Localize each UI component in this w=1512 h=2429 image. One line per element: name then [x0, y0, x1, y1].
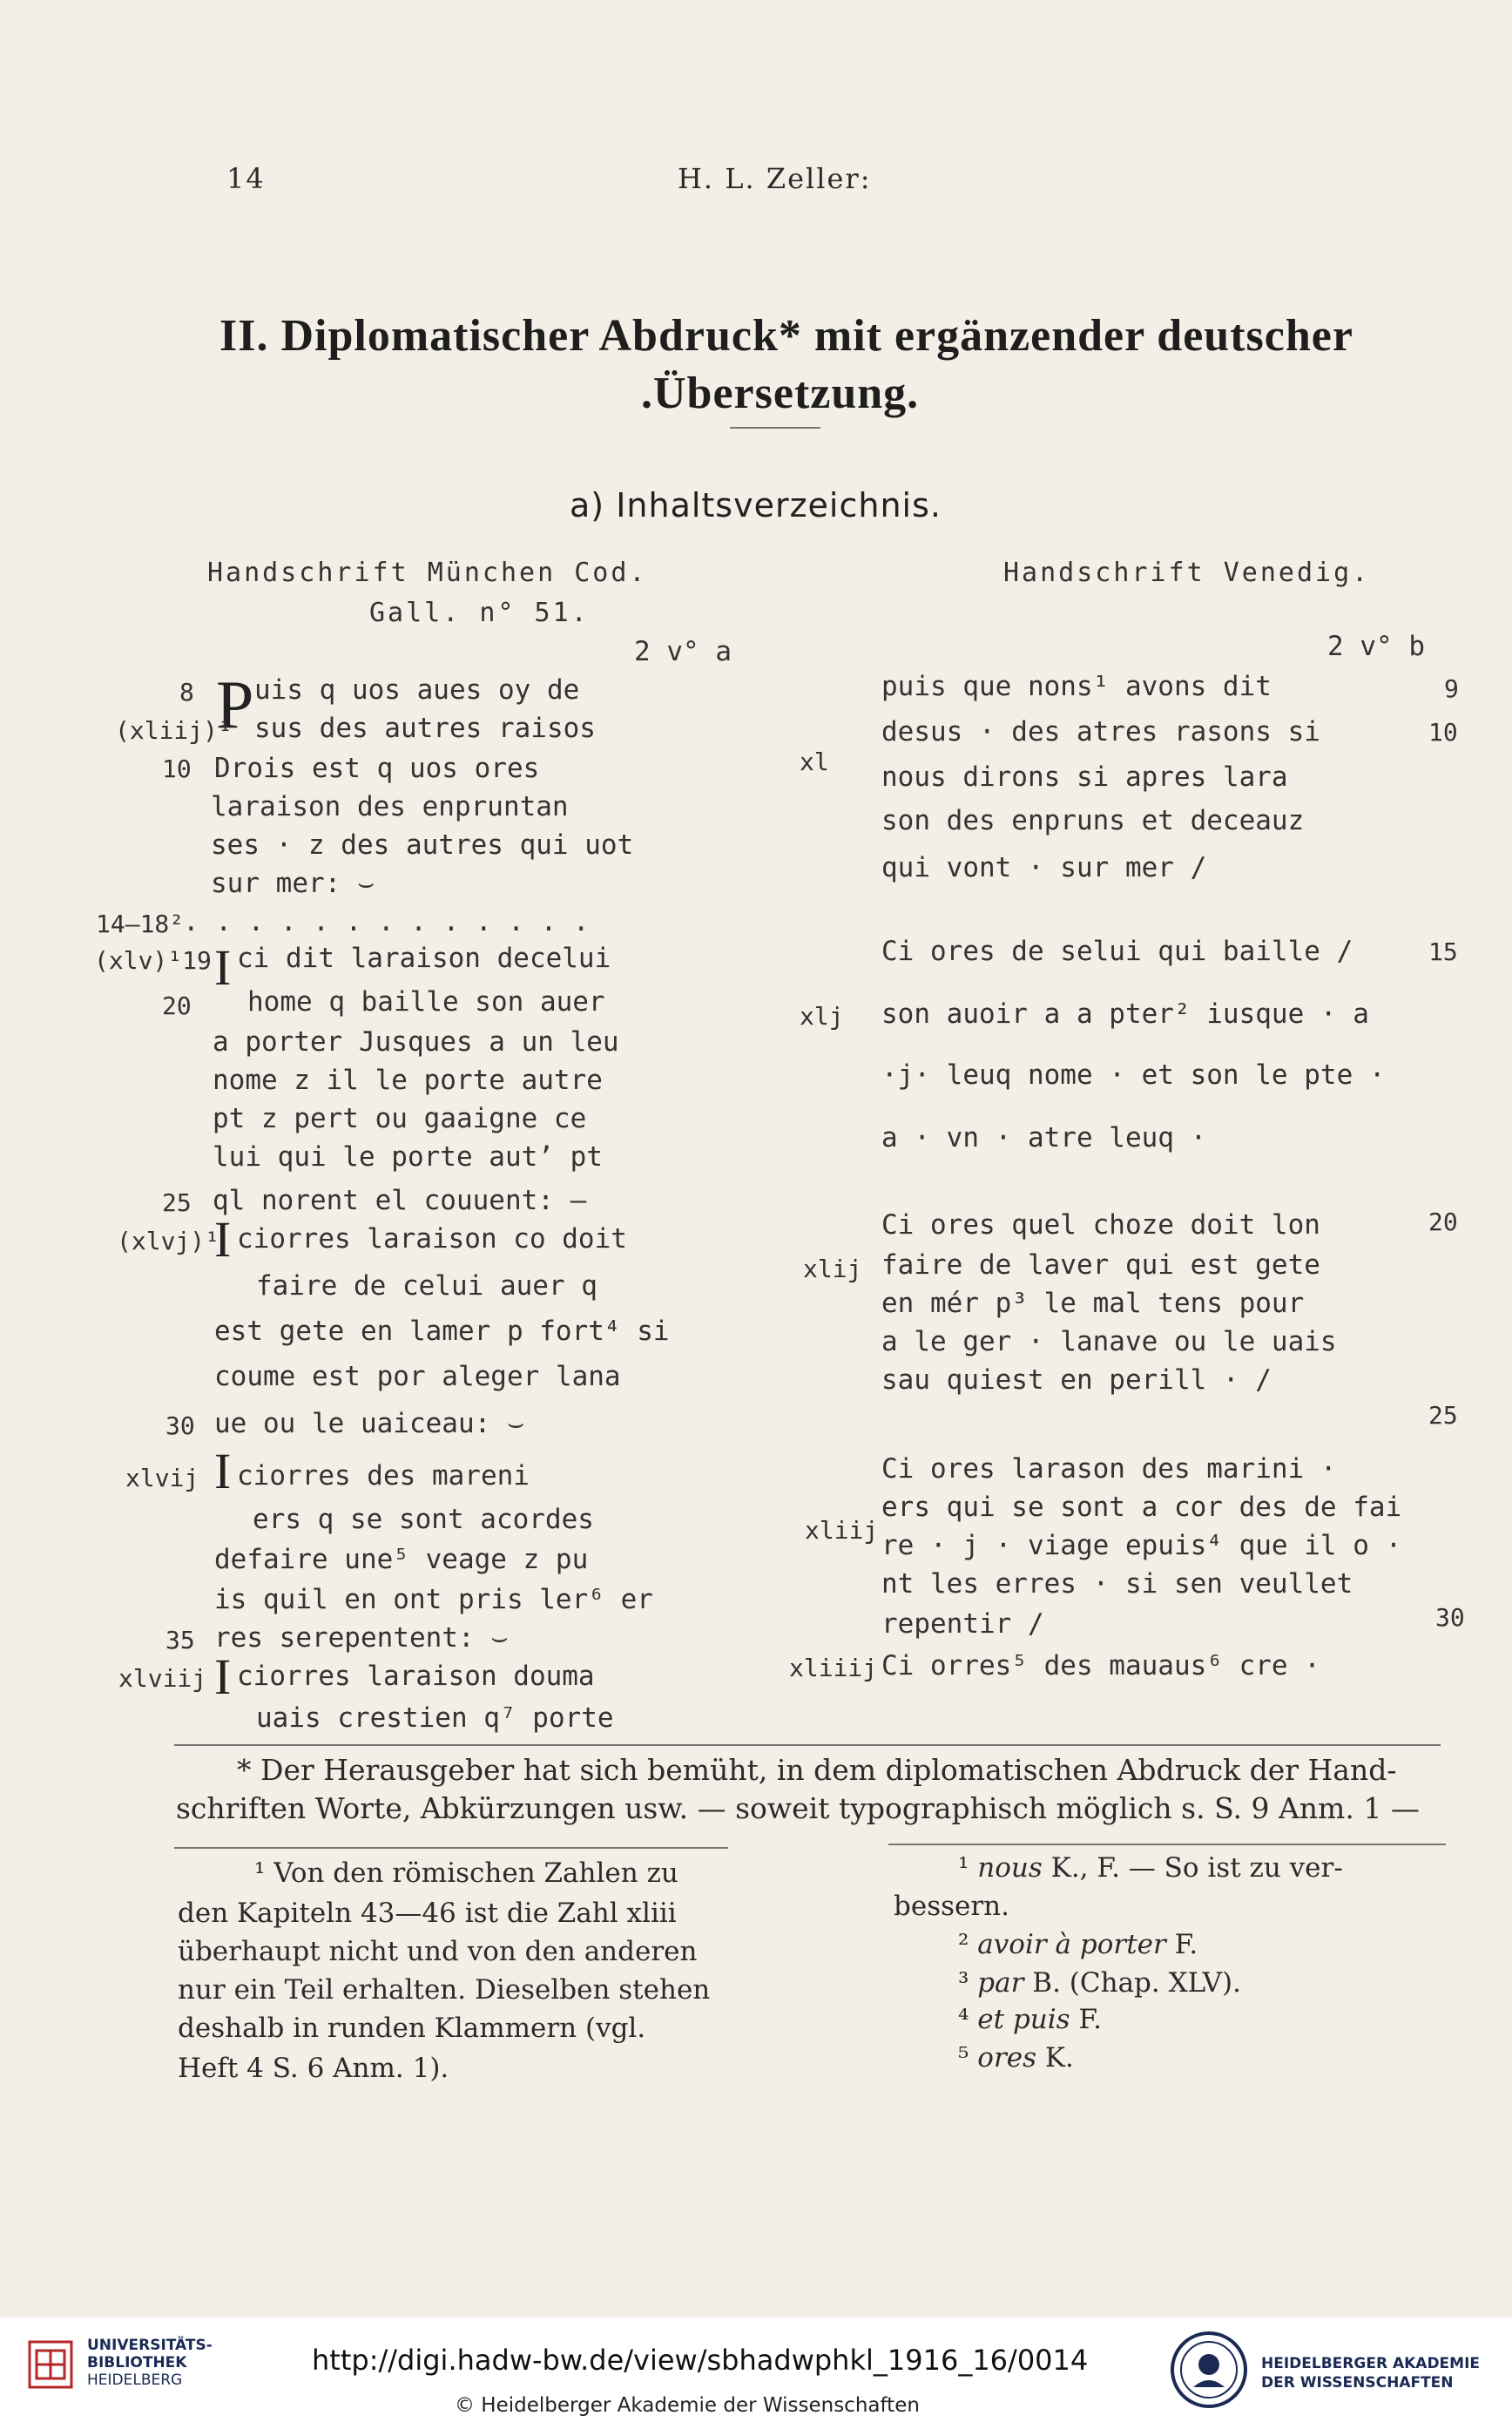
venice-line: a le ger · lanave ou le uais [881, 1326, 1337, 1357]
munich-line: sus des autres raisos [254, 713, 596, 744]
line-number: 30 [1435, 1603, 1465, 1632]
munich-line: ciorres laraison douma [237, 1661, 595, 1692]
munich-line: ql norent el couuent: — [213, 1185, 587, 1216]
munich-line: res serepentent: ⌣ [214, 1622, 509, 1654]
ellipsis-line: . . . . . . . . . . . . . [183, 906, 590, 937]
line-number: 15 [1428, 937, 1458, 966]
venice-line: qui vont · sur mer / [881, 852, 1207, 883]
footnote-left-line: überhaupt nicht und von den anderen [178, 1936, 698, 1967]
academy-seal-icon [1169, 2330, 1249, 2410]
section-title-line1: II. Diplomatischer Abdruck* mit ergänzender deutscher [219, 311, 1353, 361]
munich-line: home q baille son auer [247, 986, 605, 1018]
footnote-rule [174, 1744, 1441, 1746]
munich-line: est gete en lamer p fort⁴ si [214, 1316, 670, 1347]
venice-line: nous dirons si apres lara [881, 761, 1288, 793]
initial-letter: I [214, 1443, 232, 1499]
footnote-right-line: ² avoir à porter F. [958, 1929, 1198, 1960]
line-number: 35 [165, 1626, 195, 1654]
venice-line: ·j· leuq nome · et son le pte · [881, 1059, 1386, 1091]
footnote-right-line: ¹ nous K., F. — So ist zu ver- [958, 1852, 1343, 1884]
venice-line: son auoir a a pter² iusque · a [881, 998, 1369, 1030]
initial-letter: I [214, 1648, 232, 1705]
munich-line: defaire une⁵ veage z pu [214, 1544, 589, 1575]
line-number: (xliij)¹ [115, 716, 233, 745]
initial-letter: I [214, 939, 232, 996]
title-rule [730, 427, 820, 429]
university-library-logo-icon [24, 2338, 77, 2391]
footnote-left-line: deshalb in runden Klammern (vgl. [178, 2013, 646, 2044]
munich-line: pt z pert ou gaaigne ce [213, 1103, 587, 1134]
munich-line: ses · z des autres qui uot [211, 829, 634, 861]
munich-line: ciorres laraison co doit [237, 1223, 627, 1255]
footnote-left-line: den Kapiteln 43—46 ist die Zahl xliii [178, 1898, 677, 1929]
line-number: xlvij [125, 1464, 199, 1492]
footnote-left-line: nur ein Teil erhalten. Dieselben stehen [178, 1974, 711, 2006]
editor-note-line1: * Der Herausgeber hat sich bemüht, in dem diplomatischen Abdruck der Hand- [237, 1753, 1397, 1787]
venice-line: ers qui se sont a cor des de fai [881, 1492, 1402, 1523]
chapter-number: xliij [805, 1516, 879, 1545]
venice-line: nt les erres · si sen veullet [881, 1568, 1353, 1600]
venice-line: a · vn · atre leuq · [881, 1122, 1207, 1154]
venice-line: Ci ores larason des marini · [881, 1453, 1337, 1485]
right-folio: 2 v° b [1327, 631, 1425, 662]
university-library-name: UNIVERSITÄTS- BIBLIOTHEK HEIDELBERG [87, 2337, 213, 2389]
footnote-right-line: bessern. [894, 1891, 1009, 1922]
munich-line: uis q uos aues oy de [254, 674, 580, 706]
line-number: (xlvj)¹ [117, 1227, 220, 1255]
footnote-right-line: ⁴ et puis F. [958, 2004, 1102, 2035]
munich-line: a porter Jusques a un leu [213, 1026, 619, 1058]
line-number: 20 [1428, 1208, 1458, 1236]
line-number: 8 [179, 678, 194, 707]
munich-line: sur mer: ⌣ [211, 868, 375, 899]
venice-line: re · j · viage epuis⁴ que il o · [881, 1530, 1402, 1561]
permalink[interactable]: http://digi.hadw-bw.de/view/sbhadwphkl_1916_16/0014 [312, 2344, 1089, 2377]
viewer-footer [0, 2317, 1512, 2429]
line-number: (xlv)¹19 [94, 946, 212, 975]
section-title-line2: .Übersetzung. [641, 369, 920, 418]
munich-line: ciorres des mareni [237, 1460, 530, 1492]
footnote-left-line: ¹ Von den römischen Zahlen zu [254, 1857, 678, 1889]
venice-line: son des enpruns et deceauz [881, 805, 1305, 836]
subtitle: a) Inhaltsverzeichnis. [570, 486, 942, 524]
munich-line: uais crestien q⁷ porte [256, 1702, 614, 1734]
munich-line: faire de celui auer q [256, 1270, 597, 1302]
left-folio: 2 v° a [634, 636, 732, 667]
venice-line: sau quiest en perill · / [881, 1364, 1272, 1396]
left-heading-line1: Handschrift München Cod. [207, 558, 648, 588]
munich-line: nome z il le porte autre [213, 1065, 603, 1096]
line-number: 25 [162, 1188, 192, 1217]
line-number: 10 [162, 754, 192, 783]
venice-line: faire de laver qui est gete [881, 1249, 1320, 1281]
chapter-number: xl [800, 748, 829, 776]
line-number: 10 [1428, 718, 1458, 747]
running-title: H. L. Zeller: [678, 162, 872, 195]
munich-line: Drois est q uos ores [214, 753, 540, 784]
footnote-right-line: ⁵ ores K. [958, 2042, 1074, 2074]
initial-letter: P [216, 666, 254, 742]
munich-line: ers q se sont acordes [253, 1504, 594, 1535]
munich-line: is quil en ont pris ler⁶ er [214, 1584, 653, 1615]
line-number: 20 [162, 991, 192, 1020]
line-number: 30 [165, 1411, 195, 1440]
line-number: 25 [1428, 1401, 1458, 1430]
venice-line: Ci orres⁵ des mauaus⁶ cre · [881, 1650, 1320, 1681]
initial-letter: I [214, 1211, 232, 1268]
munich-line: ci dit laraison decelui [237, 943, 611, 974]
munich-line: coume est por aleger lana [214, 1361, 621, 1392]
right-heading: Handschrift Venedig. [1003, 558, 1371, 588]
munich-line: laraison des enpruntan [211, 791, 569, 822]
line-number: 9 [1444, 674, 1459, 703]
munich-line: ue ou le uaiceau: ⌣ [214, 1408, 525, 1439]
venice-line: en mér p³ le mal tens pour [881, 1288, 1305, 1319]
venice-line: repentir / [881, 1608, 1044, 1640]
line-number: 14—18² [96, 910, 185, 938]
munich-line: lui qui le porte aut’ pt [213, 1141, 603, 1173]
left-heading-line2: Gall. n° 51. [369, 598, 590, 628]
venice-line: Ci ores de selui qui baille / [881, 936, 1353, 967]
footnote-rule-right [888, 1844, 1446, 1845]
footnote-right-line: ³ par B. (Chap. XLV). [958, 1967, 1241, 1999]
venice-line: Ci ores quel choze doit lon [881, 1209, 1320, 1241]
line-number: xlviij [118, 1664, 207, 1693]
copyright: © Heidelberger Akademie der Wissenschaften [455, 2394, 920, 2417]
chapter-number: xlj [800, 1002, 844, 1031]
chapter-number: xliiij [789, 1654, 878, 1682]
venice-line: puis que nons¹ avons dit [881, 671, 1272, 702]
academy-name: HEIDELBERGER AKADEMIE DER WISSENSCHAFTEN [1261, 2355, 1481, 2392]
chapter-number: xlij [803, 1255, 862, 1283]
footnote-left-line: Heft 4 S. 6 Anm. 1). [178, 2053, 449, 2084]
page-number: 14 [226, 162, 266, 195]
editor-note-line2: schriften Worte, Abkürzungen usw. — soweit typographisch möglich s. S. 9 Anm. 1 — [176, 1791, 1420, 1825]
venice-line: desus · des atres rasons si [881, 716, 1320, 748]
footnote-rule-left [174, 1847, 728, 1849]
